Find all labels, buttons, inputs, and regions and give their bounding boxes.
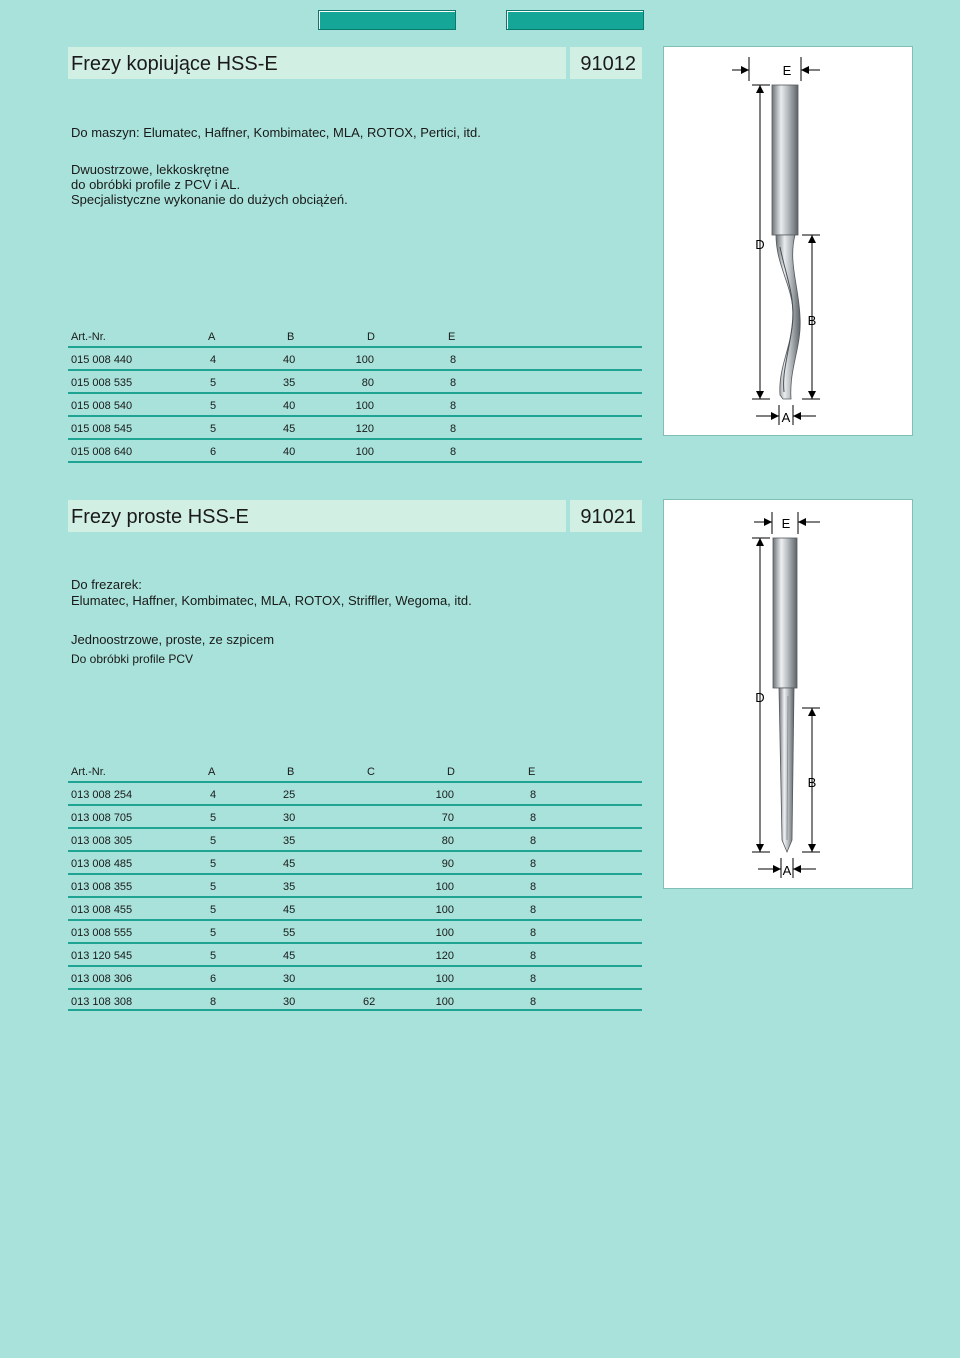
row-rule: [68, 415, 642, 417]
cell-b: 40: [283, 446, 296, 458]
cell-d: 100: [435, 904, 454, 916]
col-c: C: [367, 766, 375, 778]
section2-rule: [68, 781, 642, 783]
header-tab-right: [506, 10, 644, 30]
cell-e: 8: [530, 904, 537, 916]
cell-art-nr: 013 008 555: [71, 927, 133, 939]
cell-d: 70: [441, 812, 454, 824]
col-art-nr: Art.-Nr.: [71, 766, 106, 778]
cell-d: 100: [435, 881, 454, 893]
cell-art-nr: 013 008 306: [71, 973, 133, 985]
dim-e-label: E: [782, 63, 792, 78]
row-rule: [68, 804, 642, 806]
header-tab-left: [318, 10, 456, 30]
row-rule: [68, 369, 642, 371]
cell-b: 45: [283, 904, 296, 916]
cell-c: 62: [363, 996, 376, 1008]
section2-title: Frezy proste HSS-E: [71, 506, 249, 528]
row-rule: [68, 988, 642, 990]
cell-d: 120: [355, 423, 374, 435]
cell-b: 35: [283, 377, 296, 389]
section2-machines: Elumatec, Haffner, Kombimatec, MLA, ROTOX, Striffler, Wegoma, itd.: [71, 593, 472, 608]
col-e: E: [528, 766, 536, 778]
cell-e: 8: [450, 354, 457, 366]
cell-e: 8: [450, 446, 457, 458]
cell-e: 8: [450, 377, 457, 389]
section2-desc: Jednoostrzowe, proste, ze szpicem: [71, 632, 275, 647]
section1-code-box: [570, 47, 642, 79]
section1-rule: [68, 346, 642, 348]
section1-desc-3: Specjalistyczne wykonanie do dużych obciążeń.: [71, 192, 348, 207]
cell-e: 8: [450, 423, 457, 435]
section2-desc-small: Do obróbki profile PCV: [71, 652, 194, 666]
cell-art-nr: 013 008 305: [71, 835, 133, 847]
cell-art-nr: 015 008 640: [71, 446, 133, 458]
section1-desc-2: do obróbki profile z PCV i AL.: [71, 177, 241, 192]
row-rule: [68, 461, 642, 463]
section1-desc-1: Dwuostrzowe, lekkoskrętne: [71, 162, 230, 177]
cell-e: 8: [530, 973, 537, 985]
col-b: B: [287, 766, 295, 778]
cell-a: 5: [210, 835, 217, 847]
dim-d-label: D: [755, 237, 765, 252]
cell-d: 100: [435, 789, 454, 801]
cell-b: 40: [283, 354, 296, 366]
row-rule: [68, 873, 642, 875]
row-rule: [68, 919, 642, 921]
cell-b: 55: [283, 927, 296, 939]
cell-art-nr: 013 108 308: [71, 996, 133, 1008]
section1-title: Frezy kopiujące HSS-E: [71, 53, 278, 75]
cell-b: 35: [283, 835, 296, 847]
cell-art-nr: 015 008 535: [71, 377, 133, 389]
dim-b-label: B: [807, 313, 817, 328]
cell-a: 5: [210, 927, 217, 939]
row-rule: [68, 827, 642, 829]
cell-a: 5: [210, 858, 217, 870]
col-a: A: [208, 331, 216, 343]
cell-art-nr: 015 008 440: [71, 354, 133, 366]
cell-b: 45: [283, 858, 296, 870]
row-rule: [68, 896, 642, 898]
cell-e: 8: [530, 950, 537, 962]
cell-e: 8: [530, 858, 537, 870]
cell-art-nr: 015 008 545: [71, 423, 133, 435]
cell-d: 100: [355, 354, 374, 366]
cell-art-nr: 015 008 540: [71, 400, 133, 412]
cell-art-nr: 013 008 355: [71, 881, 133, 893]
cell-a: 5: [210, 904, 217, 916]
col-b: B: [287, 331, 295, 343]
dim-e-label: E: [781, 516, 791, 531]
cell-d: 120: [435, 950, 454, 962]
section1-tool-diagram: [663, 46, 913, 436]
cell-e: 8: [530, 789, 537, 801]
cell-b: 45: [283, 423, 296, 435]
dim-b-label: B: [807, 775, 817, 790]
col-a: A: [208, 766, 216, 778]
cell-e: 8: [530, 996, 537, 1008]
cell-a: 8: [210, 996, 217, 1008]
cell-e: 8: [530, 835, 537, 847]
col-d: D: [367, 331, 375, 343]
row-rule: [68, 1009, 642, 1011]
cell-b: 30: [283, 812, 296, 824]
row-rule: [68, 965, 642, 967]
cell-d: 100: [355, 400, 374, 412]
cell-e: 8: [450, 400, 457, 412]
section2-title-bar: [68, 500, 566, 532]
section2-tool-diagram: [663, 499, 913, 889]
cell-art-nr: 013 008 705: [71, 812, 133, 824]
dim-a-label: A: [781, 410, 791, 425]
col-e: E: [448, 331, 456, 343]
cell-d: 80: [361, 377, 374, 389]
section2-machines-label: Do frezarek:: [71, 577, 142, 592]
cell-b: 30: [283, 973, 296, 985]
cell-a: 6: [210, 446, 217, 458]
cell-a: 5: [210, 423, 217, 435]
cell-d: 100: [435, 996, 454, 1008]
cell-a: 5: [210, 400, 217, 412]
cell-b: 25: [283, 789, 296, 801]
section2-code: 91021: [580, 506, 636, 528]
row-rule: [68, 942, 642, 944]
cell-a: 5: [210, 950, 217, 962]
section1-code: 91012: [580, 53, 636, 75]
col-art-nr: Art.-Nr.: [71, 331, 106, 343]
cell-a: 5: [210, 812, 217, 824]
cell-art-nr: 013 008 485: [71, 858, 133, 870]
row-rule: [68, 392, 642, 394]
cell-d: 100: [435, 973, 454, 985]
section1-machines: Do maszyn: Elumatec, Haffner, Kombimatec, MLA, ROTOX, Pertici, itd.: [71, 125, 481, 140]
cell-d: 80: [441, 835, 454, 847]
cell-a: 4: [210, 354, 217, 366]
cell-art-nr: 013 120 545: [71, 950, 133, 962]
col-d: D: [447, 766, 455, 778]
cell-a: 5: [210, 881, 217, 893]
section1-title-bar: [68, 47, 566, 79]
cell-d: 100: [435, 927, 454, 939]
row-rule: [68, 438, 642, 440]
cell-a: 5: [210, 377, 217, 389]
cell-d: 100: [355, 446, 374, 458]
cell-b: 30: [283, 996, 296, 1008]
row-rule: [68, 850, 642, 852]
cell-e: 8: [530, 812, 537, 824]
cell-a: 4: [210, 789, 217, 801]
cell-b: 45: [283, 950, 296, 962]
cell-art-nr: 013 008 254: [71, 789, 133, 801]
cell-e: 8: [530, 881, 537, 893]
cell-e: 8: [530, 927, 537, 939]
cell-b: 40: [283, 400, 296, 412]
cell-b: 35: [283, 881, 296, 893]
cell-a: 6: [210, 973, 217, 985]
cell-art-nr: 013 008 455: [71, 904, 133, 916]
cell-d: 90: [441, 858, 454, 870]
dim-d-label: D: [755, 690, 765, 705]
dim-a-label: A: [782, 863, 792, 878]
section2-code-box: [570, 500, 642, 532]
